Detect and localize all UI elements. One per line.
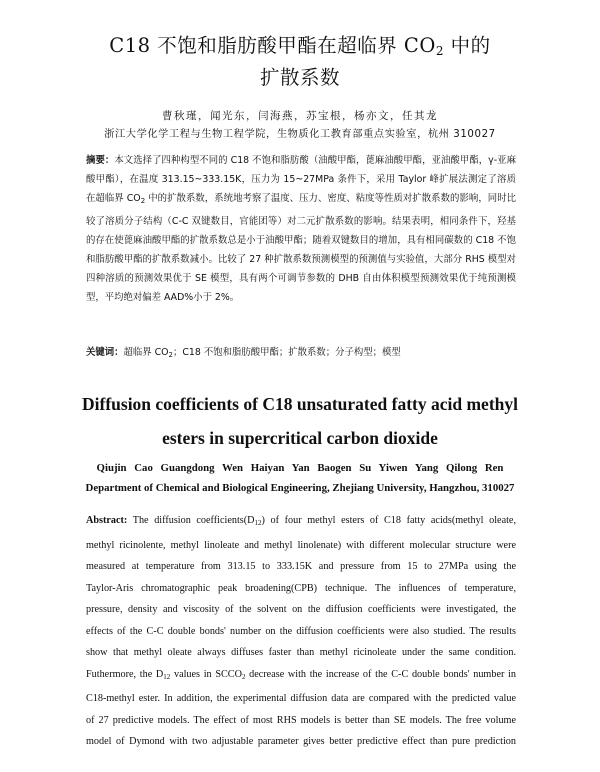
english-abstract-label: Abstract: [86, 515, 128, 526]
english-abstract-text: Futhermore, the D [86, 668, 164, 680]
english-abstract-line: effects of the C-C double bonds' number on the diffusion coefficients were also studied. The results [86, 625, 516, 637]
english-abstract-line [86, 510, 516, 535]
english-affiliation: Department of Chemical and Biological Engineering, Zhejiang University, Hangzhou, 310027 [85, 482, 515, 494]
chinese-abstract [86, 151, 516, 308]
chinese-abstract-text-cont: 中的扩散系数，系统地考察了温度、压力、密度、粘度等性质对扩散系数的影响，同时比较了溶质分子结构（C-C 双键数目，官能团等）对二元扩散系数的影响。结果表明，相同条件下，羟基的存在使蓖麻油酸甲酯的扩散系数总是小于油酸甲酯；随着双键数目的增加，具有相同碳数的 C18 不饱和脂肪酸甲酯的扩散系数减小。比较了 27 种扩散系数预测模型的预测值与实验值，大部分 RHS 模型对四种溶质的预测效果优于 SE 模型，具有两个可调节参数的 DHB 自由体积模型预测效果优于纯预测模型，平均绝对偏差 AAD%小于 2%。 [86, 193, 517, 304]
chinese-title-text-end: 中的 [443, 34, 491, 57]
english-abstract-text: ) of four methyl esters of C18 fatty acids(methyl oleate, [261, 515, 516, 526]
chinese-keywords-text-cont: ；C18 不饱和脂肪酸甲酯；扩散系数；分子构型；模型 [173, 347, 401, 358]
chinese-author-list: 曹秋瑾，闻光东，闫海燕，苏宝根，杨亦文，任其龙 [162, 110, 438, 122]
co2-subscript: 2 [241, 672, 246, 681]
chinese-abstract-subscript: 2 [140, 197, 146, 206]
english-abstract-line: Taylor-Aris chromatographic peak broadening(CPB) technique. The influences of temperature, [86, 582, 516, 594]
english-abstract-text: values in SCCO [170, 668, 242, 680]
english-abstract-line [86, 664, 516, 689]
chinese-title-line-2: 扩散系数 [259, 66, 340, 89]
english-abstract-line: measured at temperature from 313.15 to 333.15K and pressure from 15 to 27MPa using the [86, 561, 516, 572]
chinese-keywords [86, 343, 516, 365]
english-abstract-line: show that methyl oleate always diffuses faster than methyl ricinoleate under the same condition. [86, 647, 516, 658]
english-abstract-line: model of Dymond with two adjustable parameter gives better predictive effect than pure prediction [86, 736, 516, 747]
english-author-list: Qiujin Cao Guangdong Wen Haiyan Yan Baogen Su Yiwen Yang Qilong Ren [96, 462, 504, 474]
english-abstract-line: of 27 predictive models. The effect of most RHS models is better than SE models. The free volume [86, 714, 516, 726]
chinese-affiliation: 浙江大学化学工程与生物工程学院，生物质化工教育部重点实验室，杭州 310027 [104, 129, 496, 140]
english-title-line-1: Diffusion coefficients of C18 unsaturated fatty acid methyl [82, 394, 518, 414]
chinese-abstract-label: 摘要： [86, 155, 115, 166]
english-title-line-2: esters in supercritical carbon dioxide [162, 428, 438, 448]
chinese-keywords-subscript: 2 [168, 351, 174, 359]
chinese-title-subscript: 2 [435, 44, 444, 58]
chinese-abstract-text: 本文选择了四种构型不同的 C18 不饱和脂肪酸（油酸甲酯，蓖麻油酸甲酯，亚油酸甲酯，γ-亚麻酸甲酯），在温度 313.15~333.15K，压力为 15~27MPa 条件下，采用 Taylor 峰扩展法测定了溶质在超临界 CO [86, 155, 516, 205]
english-abstract-text: The diffusion coefficients(D [127, 515, 255, 526]
chinese-title-text: C18 不饱和脂肪酸甲酯在超临界 CO [109, 34, 436, 57]
english-abstract-line: methyl ricinolente, methyl linoleate and methyl linolenate) with different molecular structure were [86, 539, 516, 551]
english-abstract [86, 510, 516, 753]
chinese-keywords-text: 超临界 CO [123, 347, 169, 358]
english-abstract-line: pressure, density and viscosity of the solvent on the diffusion coefficients were investigated, the [86, 604, 516, 615]
chinese-keywords-label: 关键词： [86, 347, 124, 358]
d12-subscript: 12 [254, 519, 262, 527]
english-abstract-text: decrease with the increase of the C-C double bonds' number in [245, 668, 516, 680]
english-abstract-line: C18-methyl ester. In addition, the experimental diffusion data are compared with the predicted value [86, 693, 516, 704]
d12-subscript: 12 [163, 672, 171, 681]
